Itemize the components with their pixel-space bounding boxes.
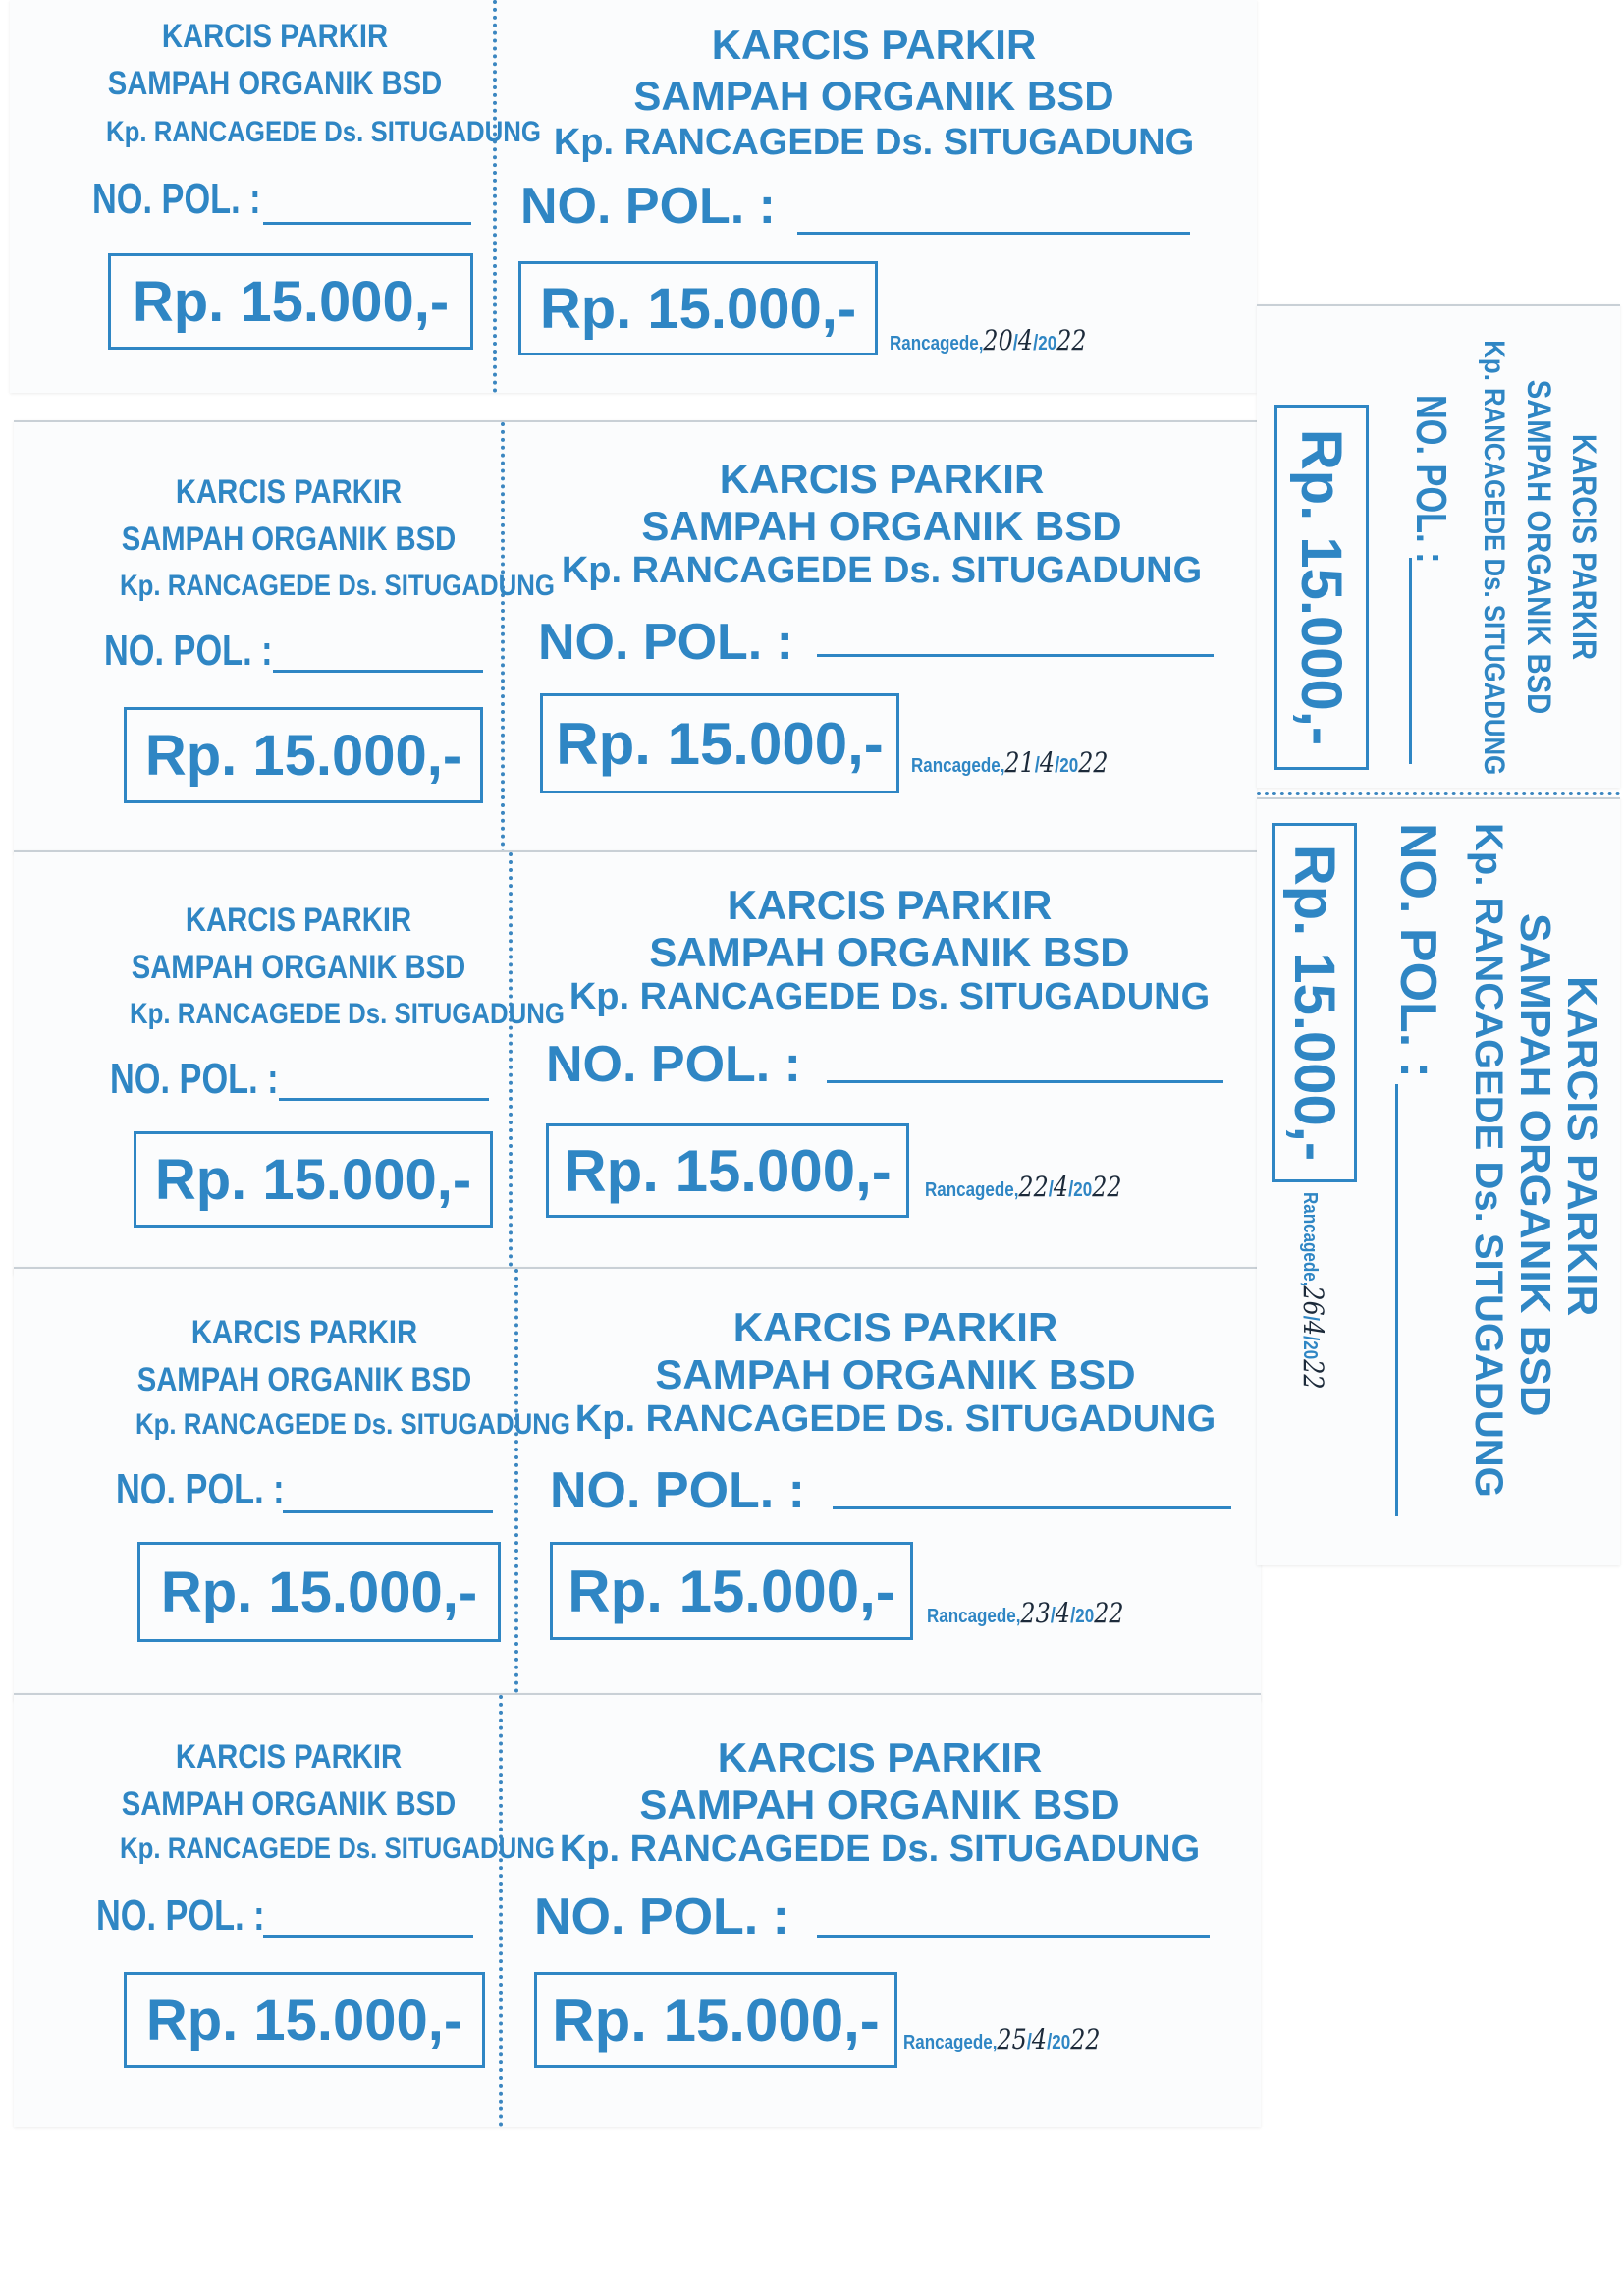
main-nopol-label: NO. POL. : [538, 614, 793, 671]
stub-title: KARCIS PARKIR [190, 1314, 418, 1351]
date-month: 4 [1055, 1597, 1071, 1629]
stub-price-box: Rp. 15.000,- [134, 1131, 493, 1228]
main-price-box: Rp. 15.000,- [550, 1542, 913, 1640]
ticket-row [14, 850, 1261, 1275]
stub-price-box: Rp. 15.000,- [124, 1972, 485, 2068]
vertical-main-content [1257, 799, 1620, 1565]
main-subtitle: SAMPAH ORGANIK BSD [641, 503, 1122, 549]
ticket-stub [92, 1695, 555, 2127]
perforation [509, 852, 513, 1275]
perforation [514, 1269, 518, 1701]
date-stamp [1297, 1192, 1329, 1389]
main-price-box: Rp. 15.000,- [534, 1972, 897, 2068]
ticket-stub [79, 0, 541, 393]
date-year-prefix: 20 [1059, 755, 1079, 777]
stub-title: KARCIS PARKIR [175, 1738, 403, 1776]
vertical-ticket-stub [1257, 304, 1620, 788]
main-title: KARCIS PARKIR [732, 1304, 1058, 1350]
main-subtitle: SAMPAH ORGANIK BSD [633, 73, 1114, 119]
stub-nopol-label: NO. POL. : [1407, 395, 1455, 564]
stub-price-box: Rp. 15.000,- [108, 253, 473, 350]
date-day: 25 [997, 2023, 1027, 2055]
date-place: Rancagede, [927, 1606, 1021, 1627]
main-price-box: Rp. 15.000,- [1272, 823, 1357, 1182]
stub-nopol-line [279, 1098, 489, 1101]
main-title: KARCIS PARKIR [711, 22, 1037, 68]
main-nopol-line [1395, 1084, 1398, 1516]
date-sep: / [1047, 2029, 1053, 2053]
date-sep: / [1299, 1336, 1324, 1341]
date-month: 4 [1017, 324, 1034, 356]
date-year-prefix: 20 [1073, 1179, 1093, 1201]
main-price-box: Rp. 15.000,- [546, 1123, 909, 1218]
date-sep: / [1050, 1603, 1056, 1627]
date-day: 20 [983, 324, 1013, 356]
date-year-suffix: 22 [1092, 1171, 1122, 1203]
main-nopol-line [827, 1080, 1223, 1083]
main-location: Kp. RANCAGEDE Ds. SITUGADUNG [559, 1829, 1201, 1870]
date-day: 23 [1020, 1597, 1051, 1629]
ticket-row [14, 1267, 1261, 1701]
ticket-main [507, 1695, 1253, 2127]
date-year-suffix: 22 [1297, 1359, 1329, 1390]
ticket-row [14, 1693, 1261, 2127]
date-place: Rancagede, [890, 333, 984, 355]
perforation [493, 0, 497, 393]
date-year-suffix: 22 [1070, 2023, 1101, 2055]
main-location: Kp. RANCAGEDE Ds. SITUGADUNG [568, 976, 1211, 1017]
main-price-box: Rp. 15.000,- [518, 261, 878, 355]
main-price-box: Rp. 15.000,- [540, 693, 899, 793]
main-nopol-line [797, 232, 1190, 235]
main-title: KARCIS PARKIR [717, 1734, 1043, 1780]
date-month: 4 [1039, 746, 1056, 779]
stub-nopol-label: NO. POL. : [96, 1891, 265, 1940]
date-year-prefix: 20 [1052, 2032, 1071, 2053]
main-nopol-label: NO. POL. : [550, 1462, 805, 1519]
stub-nopol-label: NO. POL. : [104, 627, 273, 675]
stub-subtitle: SAMPAH ORGANIK BSD [121, 520, 457, 558]
stub-location: Kp. RANCAGEDE Ds. SITUGADUNG [106, 116, 541, 148]
date-sep: / [1026, 2029, 1032, 2053]
date-month: 4 [1297, 1320, 1329, 1337]
stub-nopol-line [283, 1510, 493, 1513]
date-stamp [903, 2023, 1100, 2055]
ticket-row [10, 0, 1257, 393]
main-location: Kp. RANCAGEDE Ds. SITUGADUNG [1467, 823, 1510, 1498]
main-nopol-label: NO. POL. : [520, 178, 776, 235]
main-location: Kp. RANCAGEDE Ds. SITUGADUNG [553, 122, 1195, 163]
stub-subtitle: SAMPAH ORGANIK BSD [121, 1785, 457, 1823]
ticket-main [501, 0, 1247, 393]
perforation [499, 1695, 503, 2127]
date-month: 4 [1031, 2023, 1048, 2055]
stub-nopol-line [263, 222, 471, 225]
date-sep: / [1048, 1176, 1054, 1201]
main-title: KARCIS PARKIR [719, 456, 1045, 502]
ticket-stub [92, 422, 555, 854]
main-title: KARCIS PARKIR [727, 882, 1053, 928]
stub-location: Kp. RANCAGEDE Ds. SITUGADUNG [120, 570, 555, 602]
vertical-ticket-main [1257, 797, 1620, 1565]
main-nopol-label: NO. POL. : [1389, 823, 1446, 1078]
date-year-prefix: 20 [1038, 333, 1057, 355]
date-sep: / [1012, 330, 1018, 355]
main-subtitle: SAMPAH ORGANIK BSD [639, 1781, 1120, 1828]
main-nopol-line [833, 1506, 1231, 1509]
date-sep: / [1034, 752, 1040, 777]
date-year-suffix: 22 [1056, 324, 1087, 356]
stub-nopol-line [263, 1935, 473, 1938]
main-nopol-line [817, 654, 1214, 657]
stub-title: KARCIS PARKIR [161, 18, 389, 55]
stub-subtitle: SAMPAH ORGANIK BSD [107, 65, 443, 102]
main-location: Kp. RANCAGEDE Ds. SITUGADUNG [574, 1398, 1217, 1440]
stub-location: Kp. RANCAGEDE Ds. SITUGADUNG [120, 1832, 555, 1865]
stub-location: Kp. RANCAGEDE Ds. SITUGADUNG [1478, 340, 1510, 776]
stub-nopol-label: NO. POL. : [110, 1055, 279, 1103]
stub-nopol-line [1409, 558, 1412, 764]
stub-title: KARCIS PARKIR [175, 473, 403, 511]
date-year-suffix: 22 [1094, 1597, 1124, 1629]
date-year-suffix: 22 [1078, 746, 1109, 779]
date-stamp [927, 1597, 1123, 1629]
stub-price-box: Rp. 15.000,- [137, 1542, 501, 1642]
stub-location: Kp. RANCAGEDE Ds. SITUGADUNG [135, 1408, 570, 1441]
ticket-stub [102, 852, 565, 1275]
date-sep: / [1068, 1176, 1074, 1201]
stub-price-box: Rp. 15.000,- [124, 707, 483, 803]
date-sep: / [1055, 752, 1060, 777]
date-sep: / [1299, 1315, 1324, 1321]
ticket-stub [108, 1269, 570, 1701]
stub-price-box: Rp. 15.000,- [1274, 405, 1369, 770]
date-year-prefix: 20 [1299, 1340, 1321, 1360]
stub-subtitle: SAMPAH ORGANIK BSD [1520, 379, 1557, 715]
date-stamp [890, 324, 1086, 356]
main-location: Kp. RANCAGEDE Ds. SITUGADUNG [561, 550, 1203, 591]
stub-subtitle: SAMPAH ORGANIK BSD [136, 1361, 472, 1398]
perforation [501, 422, 505, 854]
main-nopol-label: NO. POL. : [546, 1036, 801, 1093]
stub-location: Kp. RANCAGEDE Ds. SITUGADUNG [130, 998, 565, 1030]
date-stamp [911, 746, 1108, 779]
date-place: Rancagede, [925, 1179, 1019, 1201]
main-nopol-label: NO. POL. : [534, 1888, 789, 1945]
date-month: 4 [1053, 1171, 1069, 1203]
main-title: KARCIS PARKIR [1558, 976, 1606, 1317]
ticket-main [522, 1269, 1269, 1701]
date-sep: / [1070, 1603, 1076, 1627]
stub-subtitle: SAMPAH ORGANIK BSD [131, 949, 466, 986]
date-year-prefix: 20 [1075, 1606, 1095, 1627]
ticket-main [516, 852, 1263, 1275]
main-subtitle: SAMPAH ORGANIK BSD [649, 929, 1130, 975]
main-subtitle: SAMPAH ORGANIK BSD [1511, 913, 1559, 1417]
stub-nopol-line [273, 670, 483, 673]
stub-title: KARCIS PARKIR [185, 902, 412, 939]
date-day: 21 [1004, 746, 1035, 779]
ticket-main [509, 422, 1255, 854]
stub-title: KARCIS PARKIR [1565, 433, 1602, 661]
date-place: Rancagede, [903, 2032, 998, 2053]
date-place: Rancagede, [1299, 1192, 1321, 1286]
stub-nopol-label: NO. POL. : [92, 175, 261, 223]
date-day: 22 [1018, 1171, 1049, 1203]
main-subtitle: SAMPAH ORGANIK BSD [655, 1351, 1136, 1397]
date-sep: / [1033, 330, 1039, 355]
main-nopol-line [817, 1935, 1210, 1938]
date-place: Rancagede, [911, 755, 1005, 777]
date-stamp [925, 1171, 1121, 1203]
ticket-row [14, 420, 1257, 854]
vertical-stub-content [1257, 306, 1620, 788]
perforation [1257, 792, 1620, 795]
stub-nopol-label: NO. POL. : [116, 1465, 285, 1513]
date-day: 26 [1297, 1285, 1329, 1316]
